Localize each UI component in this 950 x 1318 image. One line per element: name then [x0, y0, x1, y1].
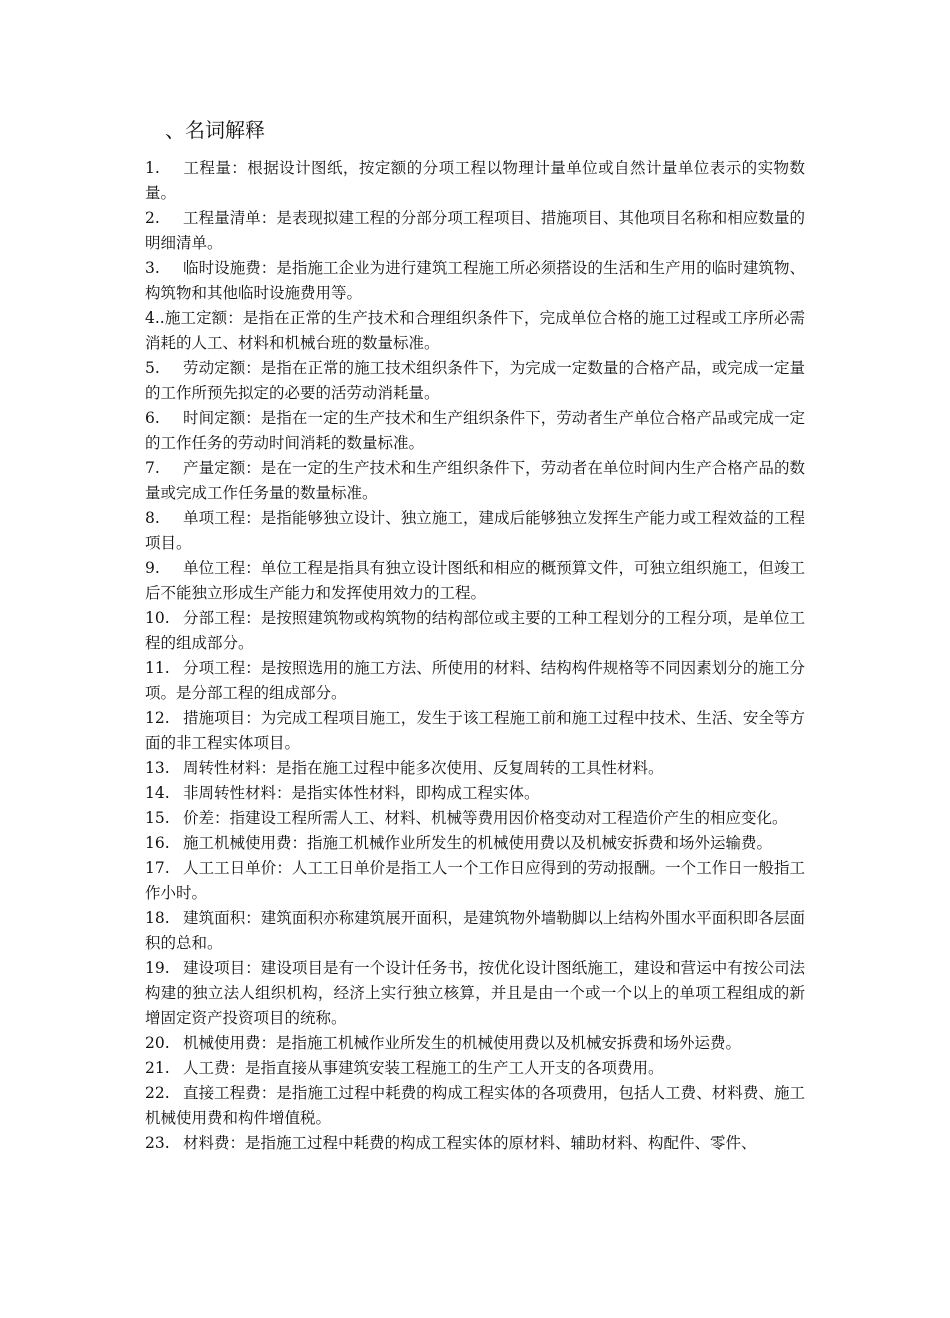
- entry-number: 21.: [145, 1059, 170, 1077]
- entry-number: 1.: [145, 159, 160, 177]
- entry-number: 11.: [145, 659, 170, 677]
- definition-entry: [145, 831, 805, 856]
- entry-text: 价差：指建设工程所需人工、材料、机械等费用因价格变动对工程造价产生的相应变化。: [183, 809, 788, 827]
- entry-text: 施工定额：是指在正常的生产技术和合理组织条件下，完成单位合格的施工过程或工序所必需消耗的人工、材料和机械台班的数量标准。: [145, 309, 805, 352]
- entry-text: 时间定额：是指在一定的生产技术和生产组织条件下，劳动者生产单位合格产品或完成一定的工作任务的劳动时间消耗的数量标准。: [145, 409, 805, 452]
- entry-number: 6.: [145, 409, 160, 427]
- definition-entry: [145, 956, 805, 1031]
- entry-number: 2.: [145, 209, 160, 227]
- entry-text: 直接工程费：是指施工过程中耗费的构成工程实体的各项费用，包括人工费、材料费、施工机械使用费和构件增值税。: [145, 1084, 805, 1127]
- entry-text: 劳动定额：是指在正常的施工技术组织条件下，为完成一定数量的合格产品，或完成一定量的工作所预先拟定的必要的活劳动消耗量。: [145, 359, 805, 402]
- entry-number: 23.: [145, 1134, 170, 1152]
- entry-number: 14.: [145, 784, 170, 802]
- entry-number: 20.: [145, 1034, 170, 1052]
- entry-number: 10.: [145, 609, 170, 627]
- definition-entry: [145, 556, 805, 606]
- definition-entry: [145, 456, 805, 506]
- entry-text: 分部工程：是按照建筑物或构筑物的结构部位或主要的工种工程划分的工程分项，是单位工程的组成部分。: [145, 609, 805, 652]
- definition-entry: [145, 856, 805, 906]
- definition-entry: [145, 656, 805, 706]
- definition-entry: [145, 606, 805, 656]
- entry-text: 机械使用费：是指施工机械作业所发生的机械使用费以及机械安拆费和场外运费。: [183, 1034, 742, 1052]
- entry-text: 单项工程：是指能够独立设计、独立施工，建成后能够独立发挥生产能力或工程效益的工程项目。: [145, 509, 805, 552]
- entry-number: 19.: [145, 959, 170, 977]
- definition-entry: [145, 406, 805, 456]
- entry-number: 12.: [145, 709, 170, 727]
- entry-text: 非周转性材料：是指实体性材料，即构成工程实体。: [183, 784, 540, 802]
- definition-entry: [145, 1056, 805, 1081]
- definition-entry: [145, 156, 805, 206]
- entry-text: 材料费：是指施工过程中耗费的构成工程实体的原材料、辅助材料、构配件、零件、: [183, 1134, 757, 1152]
- entry-number: 5.: [145, 359, 160, 377]
- entry-number: 4..: [145, 309, 165, 327]
- entry-text: 周转性材料：是指在施工过程中能多次使用、反复周转的工具性材料。: [183, 759, 664, 777]
- entry-number: 15.: [145, 809, 170, 827]
- definition-entry: [145, 256, 805, 306]
- definition-entry: [145, 1131, 805, 1156]
- section-title: 、名词解释: [165, 118, 265, 142]
- entry-text: 产量定额：是在一定的生产技术和生产组织条件下，劳动者在单位时间内生产合格产品的数量或完成工作任务量的数量标准。: [145, 459, 805, 502]
- entry-number: 17.: [145, 859, 170, 877]
- entry-number: 9.: [145, 559, 160, 577]
- entry-text: 临时设施费：是指施工企业为进行建筑工程施工所必须搭设的生活和生产用的临时建筑物、构筑物和其他临时设施费用等。: [145, 259, 805, 302]
- definition-entry: [145, 756, 805, 781]
- definition-list: [145, 156, 805, 1156]
- entry-text: 建筑面积：建筑面积亦称建筑展开面积，是建筑物外墙勒脚以上结构外围水平面积即各层面积的总和。: [145, 909, 805, 952]
- entry-text: 单位工程：单位工程是指具有独立设计图纸和相应的概预算文件，可独立组织施工，但竣工后不能独立形成生产能力和发挥使用效力的工程。: [145, 559, 805, 602]
- entry-number: 18.: [145, 909, 170, 927]
- definition-entry: [145, 506, 805, 556]
- entry-text: 工程量清单：是表现拟建工程的分部分项工程项目、措施项目、其他项目名称和相应数量的明细清单。: [145, 209, 805, 252]
- entry-text: 建设项目：建设项目是有一个设计任务书，按优化设计图纸施工，建设和营运中有按公司法构建的独立法人组织机构，经济上实行独立核算，并且是由一个或一个以上的单项工程组成的新增固定资产投资项目的统称。: [145, 959, 805, 1027]
- definition-entry: [145, 1031, 805, 1056]
- entry-text: 工程量：根据设计图纸，按定额的分项工程以物理计量单位或自然计量单位表示的实物数量。: [145, 159, 805, 202]
- entry-text: 分项工程：是按照选用的施工方法、所使用的材料、结构构件规格等不同因素划分的施工分项。是分部工程的组成部分。: [145, 659, 805, 702]
- definition-entry: [145, 206, 805, 256]
- entry-text: 措施项目：为完成工程项目施工，发生于该工程施工前和施工过程中技术、生活、安全等方面的非工程实体项目。: [145, 709, 805, 752]
- definition-entry: [145, 806, 805, 831]
- entry-number: 22.: [145, 1084, 170, 1102]
- entry-text: 施工机械使用费：指施工机械作业所发生的机械使用费以及机械安拆费和场外运输费。: [183, 834, 773, 852]
- entry-number: 3.: [145, 259, 160, 277]
- definition-entry: [145, 1081, 805, 1131]
- entry-text: 人工费：是指直接从事建筑安装工程施工的生产工人开支的各项费用。: [183, 1059, 664, 1077]
- definition-entry: [145, 306, 805, 356]
- entry-number: 13.: [145, 759, 170, 777]
- entry-number: 16.: [145, 834, 170, 852]
- definition-entry: [145, 906, 805, 956]
- definition-entry: [145, 706, 805, 756]
- entry-number: 8.: [145, 509, 160, 527]
- entry-text: 人工工日单价：人工工日单价是指工人一个工作日应得到的劳动报酬。一个工作日一般指工作小时。: [145, 859, 805, 902]
- definition-entry: [145, 356, 805, 406]
- definition-entry: [145, 781, 805, 806]
- entry-number: 7.: [145, 459, 160, 477]
